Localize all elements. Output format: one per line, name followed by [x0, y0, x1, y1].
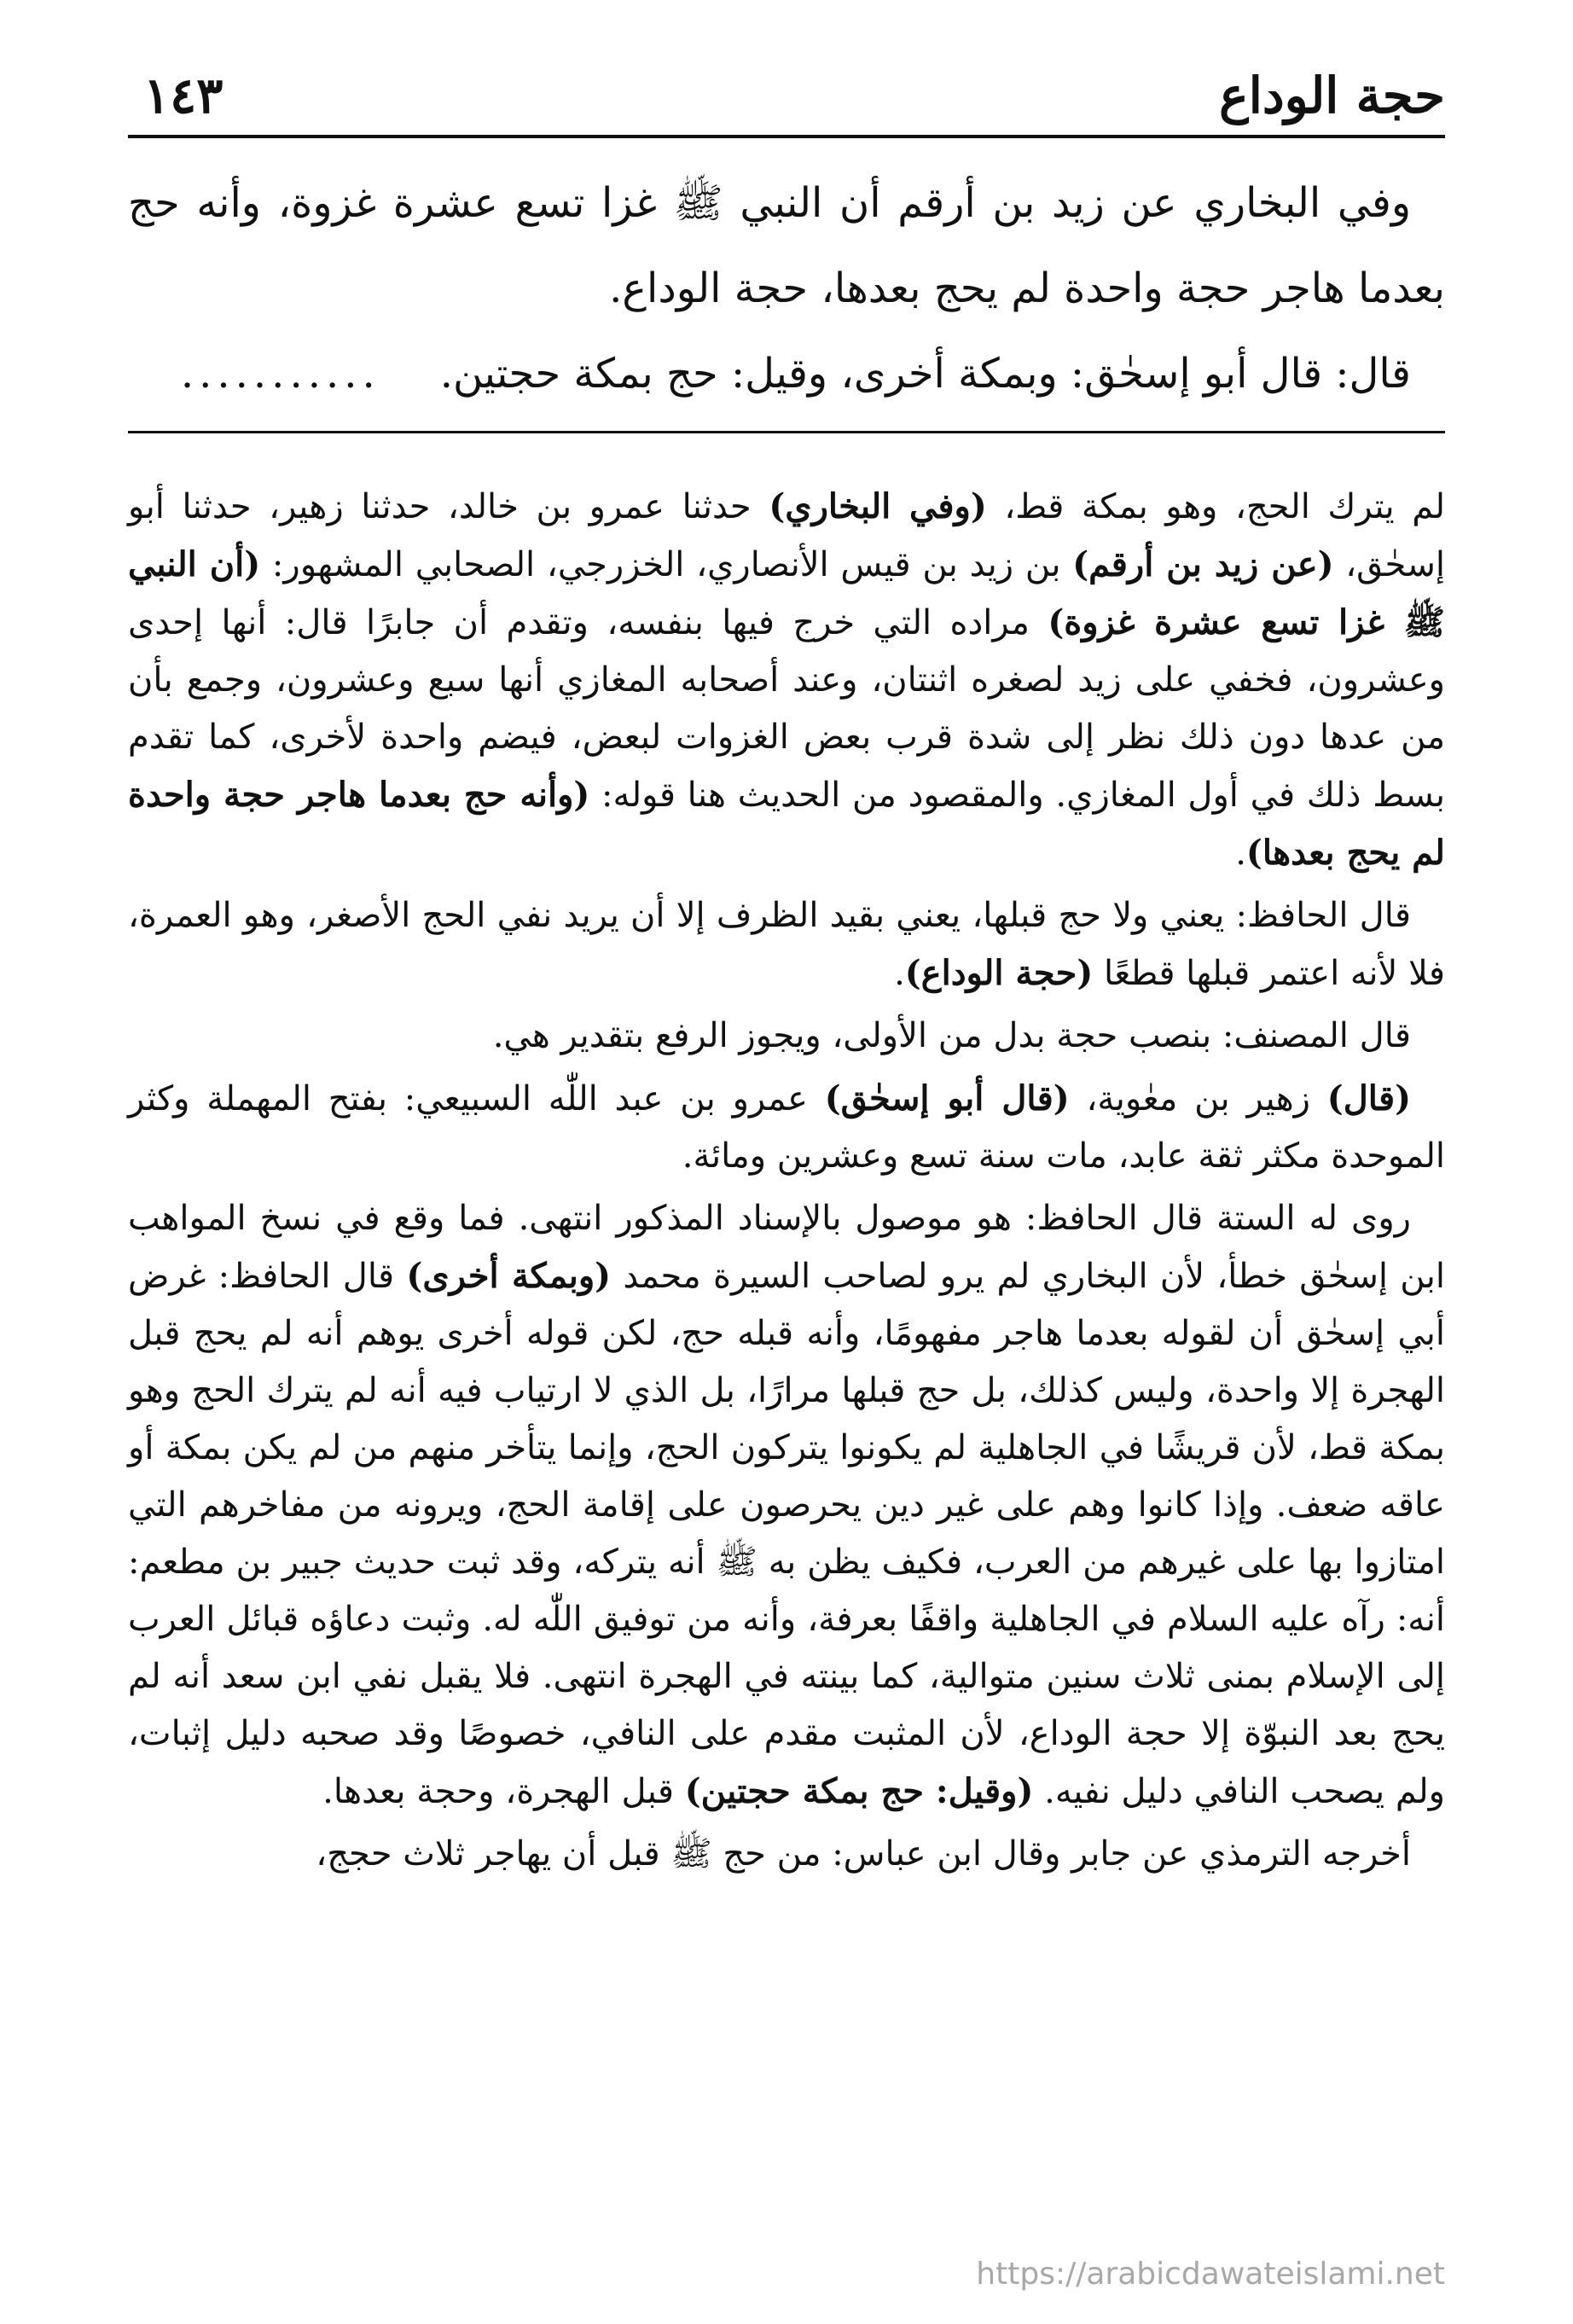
quoted-matn: (وبمكة أخرى)	[406, 1256, 612, 1296]
commentary-text: مراده التي خرج فيها بنفسه، وتقدم أن جابرًا قال: أنها إحدى وعشرون، فخفي على زيد لصغره اثنتان، وعند أصحابه المغازي أنها سبع وعشرون، وجمع بأن من عدها دون ذلك نظر إلى شدة قرب بعض الغزوات لبعض، فيضم واحدة لأخرى، كما تقدم بسط ذلك في أول المغازي. والمقصود من الحديث هنا قوله:	[128, 603, 1446, 815]
quoted-matn: (عن زيد بن أرقم)	[1072, 544, 1334, 584]
main-text-line: وفي البخاري عن زيد بن أرقم أن النبي ﷺ غزا تسع عشرة غزوة، وأنه حج بعدما هاجر حجة واحدة لم يحج بعدها، حجة الوداع.	[128, 179, 1445, 312]
main-text-line	[128, 331, 1445, 416]
ellipsis-dots: ...........	[180, 350, 380, 398]
commentary-paragraph	[128, 1070, 1445, 1185]
commentary-text: زهير بن معٰوية،	[1069, 1079, 1327, 1118]
commentary-paragraph: قال المصنف: بنصب حجة بدل من الأولى، ويجوز الرفع بتقدير هي.	[492, 1016, 1411, 1055]
page-number: ١٤٣	[143, 67, 223, 125]
commentary-paragraph	[128, 478, 1445, 882]
commentary-text: قال الحافظ: غرض أبي إسحٰق أن لقوله بعدما هاجر مفهومًا، وأنه قبله حج، لكن قوله أخرى يوهم أنه لم يحج قبل الهجرة إلا واحدة، وليس كذلك، بل حج قبلها مرارًا، بل الذي لا ارتياب فيه أنه لم يترك الحج وهو بمكة قط، لأن قريشًا في الجاهلية لم يكونوا يتركون الحج، وإنما يتأخر منهم من لم يكن بمكة أو عاقه ضعف. وإذا كانوا وهم على غير دين يحرصون على إقامة الحج، ويرونه من مفاخرهم التي امتازوا بها على غيرهم من العرب، فكيف يظن به ﷺ أنه يتركه، وقد ثبت حديث جبير بن مطعم: أنه: رآه عليه السلام في الجاهلية واقفًا بعرفة، وأنه من توفيق اللّٰه له. وثبت دعاؤه قبائل العرب إلى الإسلام بمنى ثلاث سنين متوالية، كما بينته في الهجرة انتهى. فلا يقبل نفي ابن سعد أنه لم يحج بعد النبوّة إلا حجة الوداع، لأن المثبت مقدم على النافي، خصوصًا وقد صحبه دليل إثبات، ولم يصحب النافي دليل نفيه.	[128, 1257, 1446, 1811]
main-text	[128, 160, 1445, 416]
watermark-url: https://arabicdawateislami.net	[976, 2257, 1445, 2292]
commentary-text: بن زيد بن قيس الأنصاري، الخزرجي، الصحابي المشهور:	[260, 545, 1073, 584]
commentary-paragraph	[128, 887, 1445, 1002]
commentary-text: .	[894, 954, 905, 993]
quoted-matn: (وأنه حج بعدما هاجر حجة واحدة لم يحج بعدها)	[128, 775, 1445, 873]
commentary-paragraph	[128, 1190, 1445, 1821]
commentary-text: قبل الهجرة، وحجة بعدها.	[322, 1772, 685, 1811]
commentary-separator	[128, 431, 1445, 433]
quoted-matn: (حجة الوداع)	[904, 953, 1094, 993]
quoted-matn: (أن النبي ﷺ غزا تسع عشرة غزوة)	[128, 544, 1446, 642]
quoted-matn: (قال)	[1326, 1078, 1412, 1118]
commentary-paragraph: أخرجه الترمذي عن جابر وقال ابن عباس: من حج ﷺ قبل أن يهاجر ثلاث حجج،	[316, 1834, 1411, 1874]
commentary	[128, 478, 1445, 1888]
running-title: حجة الوداع	[1219, 67, 1445, 125]
header-rule	[128, 135, 1445, 138]
page-header	[128, 53, 1445, 138]
commentary-text: لم يترك الحج، وهو بمكة قط،	[986, 487, 1446, 526]
commentary-text: .	[1235, 834, 1246, 873]
quoted-matn: (وقيل: حج بمكة حجتين)	[684, 1771, 1034, 1811]
commentary-text: حدثنا عمرو بن خالد، حدثنا زهير، حدثنا أبو إسحٰق،	[128, 487, 1445, 584]
commentary-text: روى له الستة قال الحافظ: هو موصول بالإسناد المذكور انتهى. فما وقع في نسخ المواهب ابن إسحٰق خطأ، لأن البخاري لم يرو لصاحب السيرة محمد	[128, 1199, 1445, 1296]
main-text-quote: قال: قال أبو إسحٰق: وبمكة أخرى، وقيل: حج بمكة حجتين.	[439, 350, 1411, 398]
quoted-matn: (وفي البخاري)	[769, 486, 987, 526]
commentary-text: عمرو بن عبد اللّٰه السبيعي: بفتح المهملة وكثر الموحدة مكثر ثقة عابد، مات سنة تسع وعشرين ومائة.	[128, 1079, 1445, 1176]
commentary-text: قال الحافظ: يعني ولا حج قبلها، يعني بقيد الظرف إلا أن يريد نفي الحج الأصغر، وهو العمرة، فلا لأنه اعتمر قبلها قطعًا	[128, 896, 1445, 993]
quoted-matn: (قال أبو إسحٰق)	[824, 1078, 1070, 1118]
